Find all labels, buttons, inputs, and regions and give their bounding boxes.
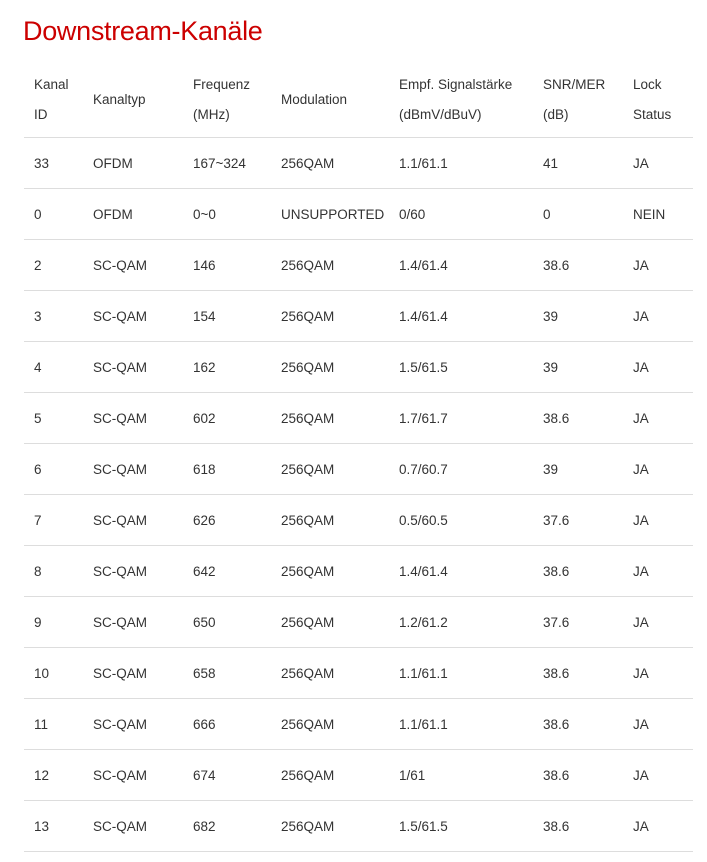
cell-snr-mer: 38.6 xyxy=(533,546,623,597)
table-header xyxy=(24,62,693,138)
cell-kanaltyp: SC-QAM xyxy=(83,495,183,546)
header-signalstaerke xyxy=(389,62,533,138)
table-header-row xyxy=(24,62,693,138)
cell-kanal-id: 7 xyxy=(24,495,83,546)
header-snr-mer xyxy=(533,62,623,138)
cell-snr-mer: 38.6 xyxy=(533,750,623,801)
cell-modulation: 256QAM xyxy=(271,342,389,393)
cell-kanal-id: 10 xyxy=(24,648,83,699)
cell-signalstaerke: 0/60 xyxy=(389,189,533,240)
cell-kanaltyp: OFDM xyxy=(83,138,183,189)
table-row xyxy=(24,342,693,393)
header-text-line: Lock xyxy=(633,76,662,92)
header-text-line: Kanaltyp xyxy=(93,91,146,107)
cell-lock-status: NEIN xyxy=(623,189,693,240)
cell-signalstaerke: 0.7/60.7 xyxy=(389,444,533,495)
cell-frequenz: 682 xyxy=(183,801,271,852)
cell-signalstaerke: 1.2/61.2 xyxy=(389,597,533,648)
cell-kanaltyp: SC-QAM xyxy=(83,342,183,393)
table-body xyxy=(24,138,693,852)
cell-kanaltyp: SC-QAM xyxy=(83,597,183,648)
table-row xyxy=(24,648,693,699)
cell-snr-mer: 38.6 xyxy=(533,801,623,852)
header-text-line: Status xyxy=(633,106,672,122)
cell-modulation: 256QAM xyxy=(271,444,389,495)
table-row xyxy=(24,597,693,648)
cell-kanaltyp: SC-QAM xyxy=(83,699,183,750)
cell-lock-status: JA xyxy=(623,699,693,750)
cell-frequenz: 618 xyxy=(183,444,271,495)
cell-signalstaerke: 1.7/61.7 xyxy=(389,393,533,444)
cell-snr-mer: 39 xyxy=(533,342,623,393)
cell-kanal-id: 4 xyxy=(24,342,83,393)
cell-snr-mer: 38.6 xyxy=(533,648,623,699)
cell-lock-status: JA xyxy=(623,291,693,342)
header-modulation xyxy=(271,62,389,138)
cell-kanal-id: 9 xyxy=(24,597,83,648)
header-text-line: Empf. Signalstärke xyxy=(399,76,513,92)
cell-lock-status: JA xyxy=(623,444,693,495)
cell-frequenz: 626 xyxy=(183,495,271,546)
cell-modulation: 256QAM xyxy=(271,546,389,597)
cell-modulation: 256QAM xyxy=(271,495,389,546)
cell-kanaltyp: SC-QAM xyxy=(83,750,183,801)
cell-lock-status: JA xyxy=(623,648,693,699)
cell-snr-mer: 39 xyxy=(533,291,623,342)
header-text-line: (dB) xyxy=(543,106,569,122)
cell-frequenz: 658 xyxy=(183,648,271,699)
cell-lock-status: JA xyxy=(623,342,693,393)
cell-kanal-id: 13 xyxy=(24,801,83,852)
cell-frequenz: 602 xyxy=(183,393,271,444)
cell-modulation: 256QAM xyxy=(271,648,389,699)
cell-modulation: 256QAM xyxy=(271,240,389,291)
cell-kanal-id: 0 xyxy=(24,189,83,240)
cell-kanaltyp: SC-QAM xyxy=(83,393,183,444)
table-row xyxy=(24,291,693,342)
cell-kanal-id: 33 xyxy=(24,138,83,189)
cell-frequenz: 146 xyxy=(183,240,271,291)
cell-signalstaerke: 1.4/61.4 xyxy=(389,240,533,291)
cell-snr-mer: 37.6 xyxy=(533,495,623,546)
cell-kanal-id: 5 xyxy=(24,393,83,444)
cell-signalstaerke: 1.1/61.1 xyxy=(389,648,533,699)
cell-frequenz: 650 xyxy=(183,597,271,648)
cell-modulation: UNSUPPORTED xyxy=(271,189,389,240)
header-text-line: SNR/MER xyxy=(543,76,606,92)
cell-modulation: 256QAM xyxy=(271,750,389,801)
cell-snr-mer: 0 xyxy=(533,189,623,240)
table-row xyxy=(24,240,693,291)
cell-kanal-id: 8 xyxy=(24,546,83,597)
cell-kanaltyp: SC-QAM xyxy=(83,444,183,495)
cell-kanaltyp: SC-QAM xyxy=(83,648,183,699)
cell-kanal-id: 12 xyxy=(24,750,83,801)
cell-signalstaerke: 1.4/61.4 xyxy=(389,546,533,597)
cell-kanaltyp: SC-QAM xyxy=(83,801,183,852)
header-frequenz xyxy=(183,62,271,138)
table-row xyxy=(24,801,693,852)
cell-lock-status: JA xyxy=(623,240,693,291)
cell-kanaltyp: SC-QAM xyxy=(83,240,183,291)
table-row xyxy=(24,393,693,444)
table-row xyxy=(24,138,693,189)
cell-modulation: 256QAM xyxy=(271,699,389,750)
page-title: Downstream-Kanäle xyxy=(23,16,263,46)
cell-frequenz: 162 xyxy=(183,342,271,393)
cell-kanaltyp: SC-QAM xyxy=(83,291,183,342)
cell-signalstaerke: 1/61 xyxy=(389,750,533,801)
cell-signalstaerke: 0.5/60.5 xyxy=(389,495,533,546)
cell-modulation: 256QAM xyxy=(271,291,389,342)
cell-modulation: 256QAM xyxy=(271,801,389,852)
cell-modulation: 256QAM xyxy=(271,597,389,648)
header-text-line: ID xyxy=(34,106,48,122)
cell-signalstaerke: 1.5/61.5 xyxy=(389,342,533,393)
cell-kanaltyp: OFDM xyxy=(83,189,183,240)
table-row xyxy=(24,444,693,495)
cell-signalstaerke: 1.1/61.1 xyxy=(389,699,533,750)
cell-kanaltyp: SC-QAM xyxy=(83,546,183,597)
header-text-line: Kanal xyxy=(34,76,69,92)
cell-frequenz: 167~324 xyxy=(183,138,271,189)
header-text-line: Frequenz xyxy=(193,76,251,92)
header-text-line: Modulation xyxy=(281,91,348,107)
cell-frequenz: 674 xyxy=(183,750,271,801)
cell-signalstaerke: 1.1/61.1 xyxy=(389,138,533,189)
cell-snr-mer: 37.6 xyxy=(533,597,623,648)
cell-signalstaerke: 1.4/61.4 xyxy=(389,291,533,342)
downstream-channels-table-container xyxy=(24,62,693,852)
table-row xyxy=(24,495,693,546)
cell-kanal-id: 11 xyxy=(24,699,83,750)
header-text-line: (dBmV/dBuV) xyxy=(399,106,482,122)
cell-lock-status: JA xyxy=(623,597,693,648)
cell-snr-mer: 41 xyxy=(533,138,623,189)
cell-kanal-id: 3 xyxy=(24,291,83,342)
header-lock-status xyxy=(623,62,693,138)
cell-lock-status: JA xyxy=(623,546,693,597)
cell-snr-mer: 38.6 xyxy=(533,393,623,444)
cell-lock-status: JA xyxy=(623,801,693,852)
cell-lock-status: JA xyxy=(623,393,693,444)
cell-frequenz: 154 xyxy=(183,291,271,342)
cell-lock-status: JA xyxy=(623,495,693,546)
cell-frequenz: 666 xyxy=(183,699,271,750)
cell-signalstaerke: 1.5/61.5 xyxy=(389,801,533,852)
cell-lock-status: JA xyxy=(623,750,693,801)
cell-snr-mer: 38.6 xyxy=(533,240,623,291)
header-kanal-id xyxy=(24,62,83,138)
cell-kanal-id: 2 xyxy=(24,240,83,291)
cell-snr-mer: 38.6 xyxy=(533,699,623,750)
cell-lock-status: JA xyxy=(623,138,693,189)
table-row xyxy=(24,750,693,801)
downstream-channels-table xyxy=(24,62,693,852)
header-kanaltyp xyxy=(83,62,183,138)
table-row xyxy=(24,546,693,597)
cell-frequenz: 0~0 xyxy=(183,189,271,240)
cell-kanal-id: 6 xyxy=(24,444,83,495)
header-text-line: (MHz) xyxy=(193,106,230,122)
cell-snr-mer: 39 xyxy=(533,444,623,495)
cell-frequenz: 642 xyxy=(183,546,271,597)
cell-modulation: 256QAM xyxy=(271,138,389,189)
table-row xyxy=(24,189,693,240)
cell-modulation: 256QAM xyxy=(271,393,389,444)
table-row xyxy=(24,699,693,750)
